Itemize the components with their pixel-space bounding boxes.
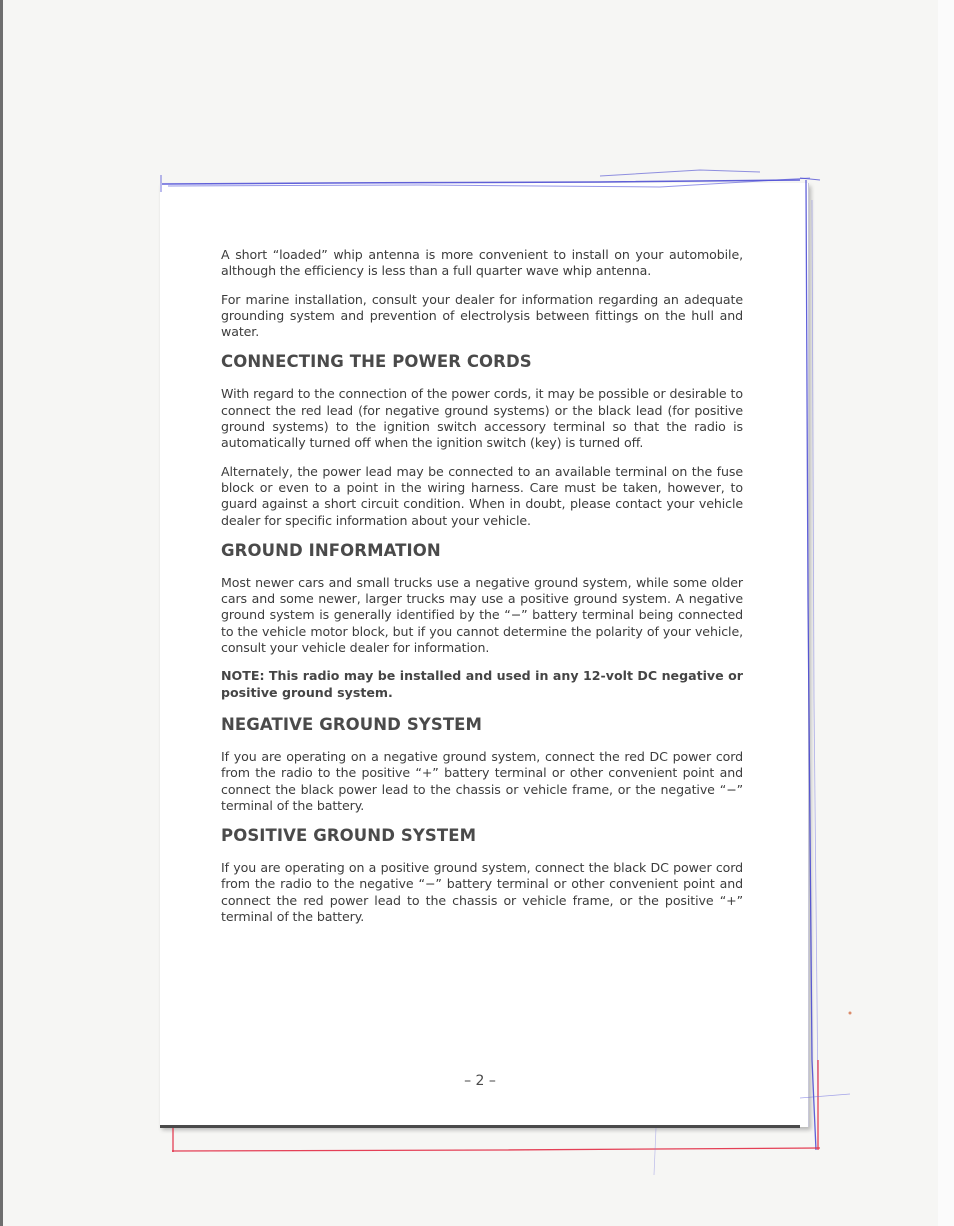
heading-positive-ground: POSITIVE GROUND SYSTEM: [221, 826, 477, 846]
stray-dot: [849, 1012, 852, 1015]
paragraph-positive-ground: If you are operating on a positive ground system, connect the black DC power cord from the radio to the negative “−” battery terminal or other convenient point and connect the red power lead to the chassis or vehicle frame, or the positive “+” terminal of the battery.: [221, 860, 743, 925]
pen-blue-bottom-tick: [654, 1128, 656, 1175]
heading-ground-info: GROUND INFORMATION: [221, 540, 441, 560]
page-content: [221, 247, 743, 937]
pen-red-bottom: [172, 1148, 820, 1151]
pen-line-right-2: [812, 200, 818, 1100]
heading-power-cords: CONNECTING THE POWER CORDS: [221, 352, 532, 372]
note-text: NOTE: This radio may be installed and used in any 12-volt DC negative or positive ground system.: [221, 668, 743, 700]
pen-blue-bottom-right: [800, 1094, 850, 1098]
heading-negative-ground: NEGATIVE GROUND SYSTEM: [221, 714, 483, 734]
paragraph-antenna: A short “loaded” whip antenna is more convenient to install on your automobile, although the efficiency is less than a full quarter wave whip antenna.: [221, 247, 743, 279]
paragraph-power-cords: With regard to the connection of the power cords, it may be possible or desirable to connect the red lead (for negative ground systems) or the black lead (for positive ground systems) to the ignition switch accessory terminal so that the radio is automatically turned off when the ignition switch (key) is turned off.: [221, 386, 743, 451]
paragraph-alternate: Alternately, the power lead may be connected to an available terminal on the fuse block or even to a point in the wiring harness. Care must be taken, however, to guard against a short circuit condition. When in doubt, please contact your vehicle dealer for specific information about your vehicle.: [221, 463, 743, 528]
pen-line-top-1: [162, 180, 800, 184]
pen-line-right: [806, 180, 816, 1150]
paragraph-marine: For marine installation, consult your dealer for information regarding an adequate grounding system and prevention of electrolysis between fittings on the hull and water.: [221, 291, 743, 340]
page-number: – 2 –: [464, 1073, 496, 1089]
paragraph-ground-info: Most newer cars and small trucks use a negative ground system, while some older cars and some newer, larger trucks may use a positive ground system. A negative ground system is generally identified by the “−” battery terminal being connected to the vehicle motor block, but if you cannot determine the polarity of your vehicle, consult your vehicle dealer for information.: [221, 574, 743, 656]
paragraph-negative-ground: If you are operating on a negative ground system, connect the red DC power cord from the radio to the positive “+” battery terminal or other convenient point and connect the black power lead to the chassis or vehicle frame, or the negative “−” terminal of the battery.: [221, 748, 743, 813]
pen-line-top-3: [600, 170, 760, 176]
